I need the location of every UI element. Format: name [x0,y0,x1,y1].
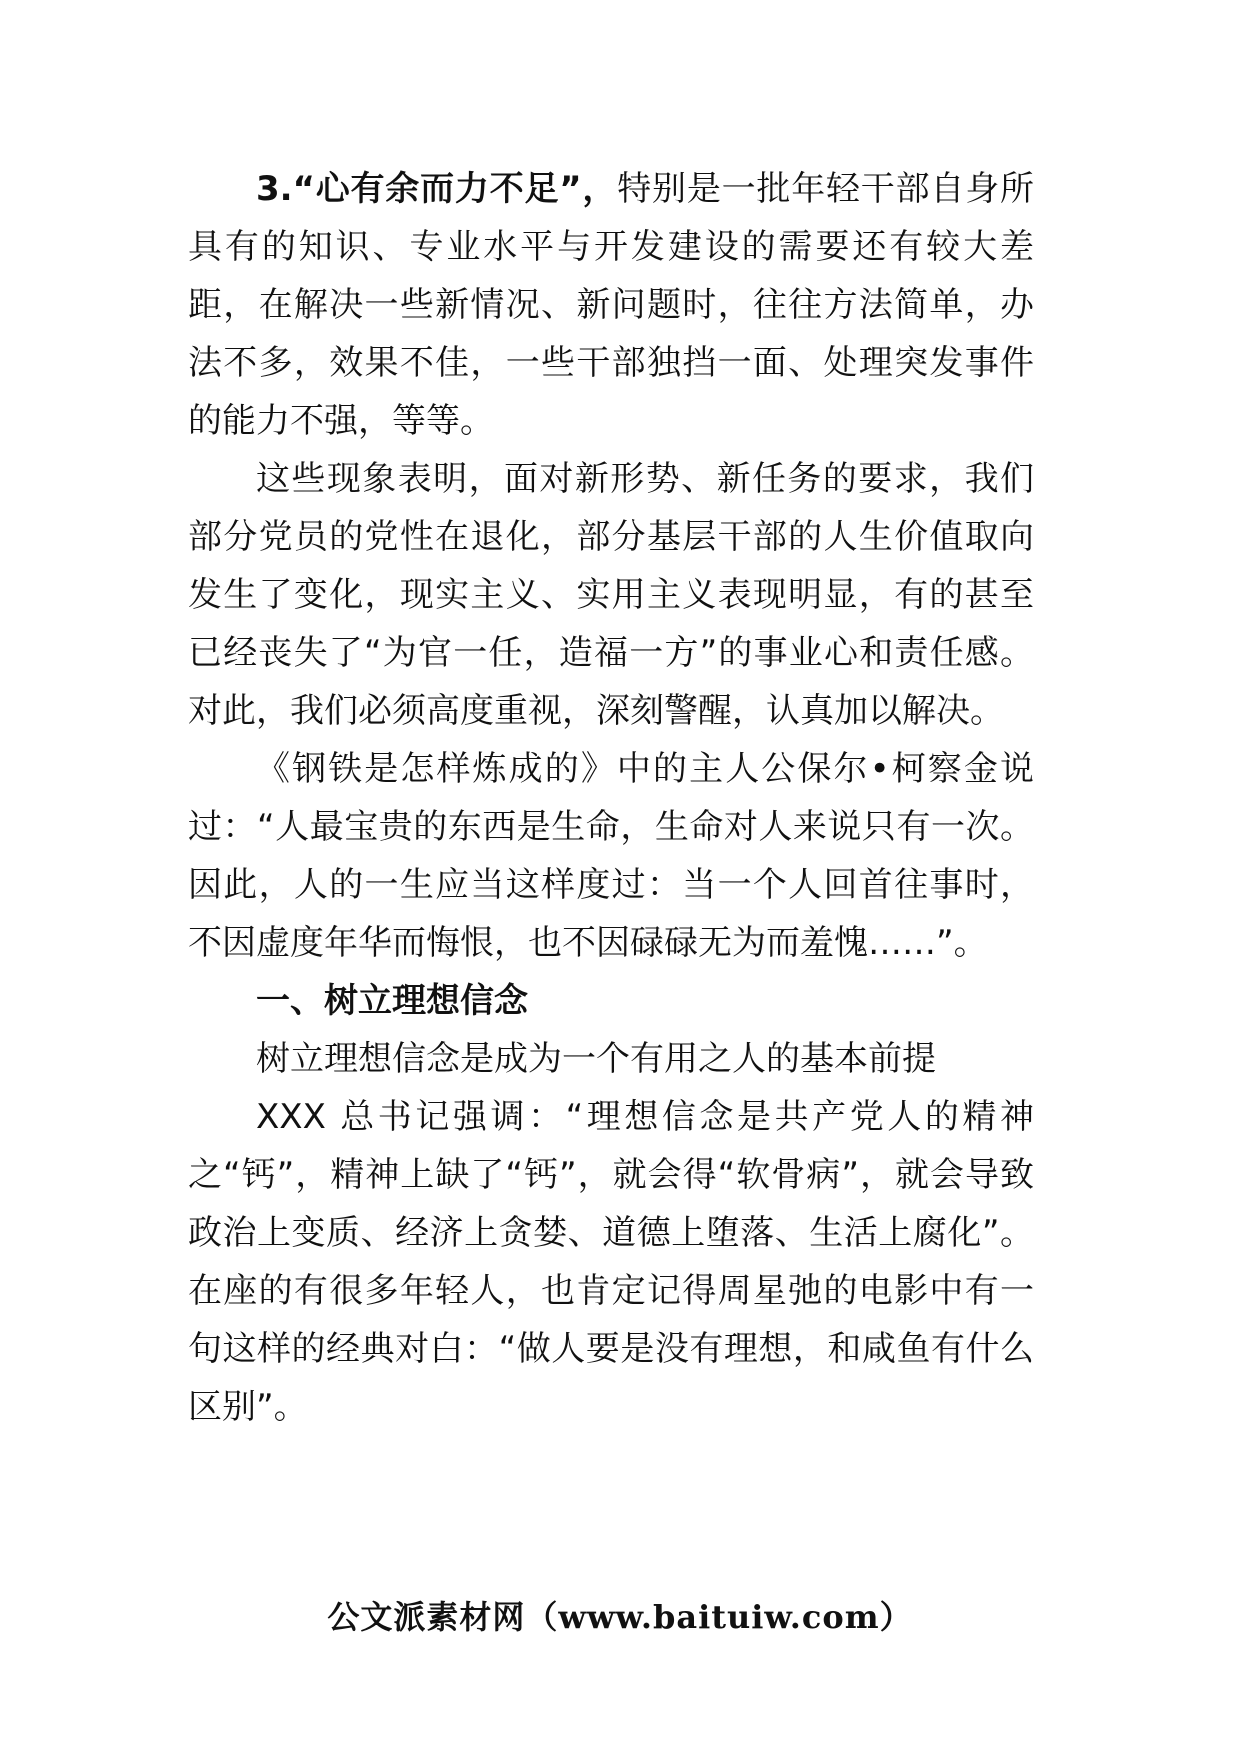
paragraph-1-text: 特别是一批年轻干部自身所具有的知识、专业水平与开发建设的需要还有较大差距，在解决一些新情况、新问题时，往往方法简单，办法不多，效果不佳，一些干部独挡一面、处理突发事件的能力不强，等等。 [188,169,1034,441]
section-heading-1: 一、树立理想信念 [256,981,528,1021]
footer-source: 公文派素材网（www.baituiw.com） [327,1598,913,1636]
paragraph-2: 这些现象表明，面对新形势、新任务的要求，我们部分党员的党性在退化，部分基层干部的人生价值取向发生了变化，现实主义、实用主义表现明显，有的甚至已经丧失了“为官一任，造福一方”的事业心和责任感。对此，我们必须高度重视，深刻警醒，认真加以解决。 [188,459,1034,731]
paragraph-1 [188,160,1034,450]
paragraph-5: XXX 总书记强调：“理想信念是共产党人的精神之“钙”，精神上缺了“钙”，就会得“软骨病”，就会导致政治上变质、经济上贪婪、道德上堕落、生活上腐化”。在座的有很多年轻人，也肯定记得周星弛的电影中有一句这样的经典对白：“做人要是没有理想，和咸鱼有什么区别”。 [188,1097,1034,1427]
paragraph-3: 《钢铁是怎样炼成的》中的主人公保尔•柯察金说过：“人最宝贵的东西是生命，生命对人来说只有一次。因此，人的一生应当这样度过：当一个人回首往事时，不因虚度年华而悔恨，也不因碌碌无为而羞愧……”。 [188,749,1034,963]
paragraph-4: 树立理想信念是成为一个有用之人的基本前提 [256,1039,936,1079]
paragraph-1-lead: 3.“心有余而力不足”， [256,169,618,209]
document-body [188,160,1034,1436]
